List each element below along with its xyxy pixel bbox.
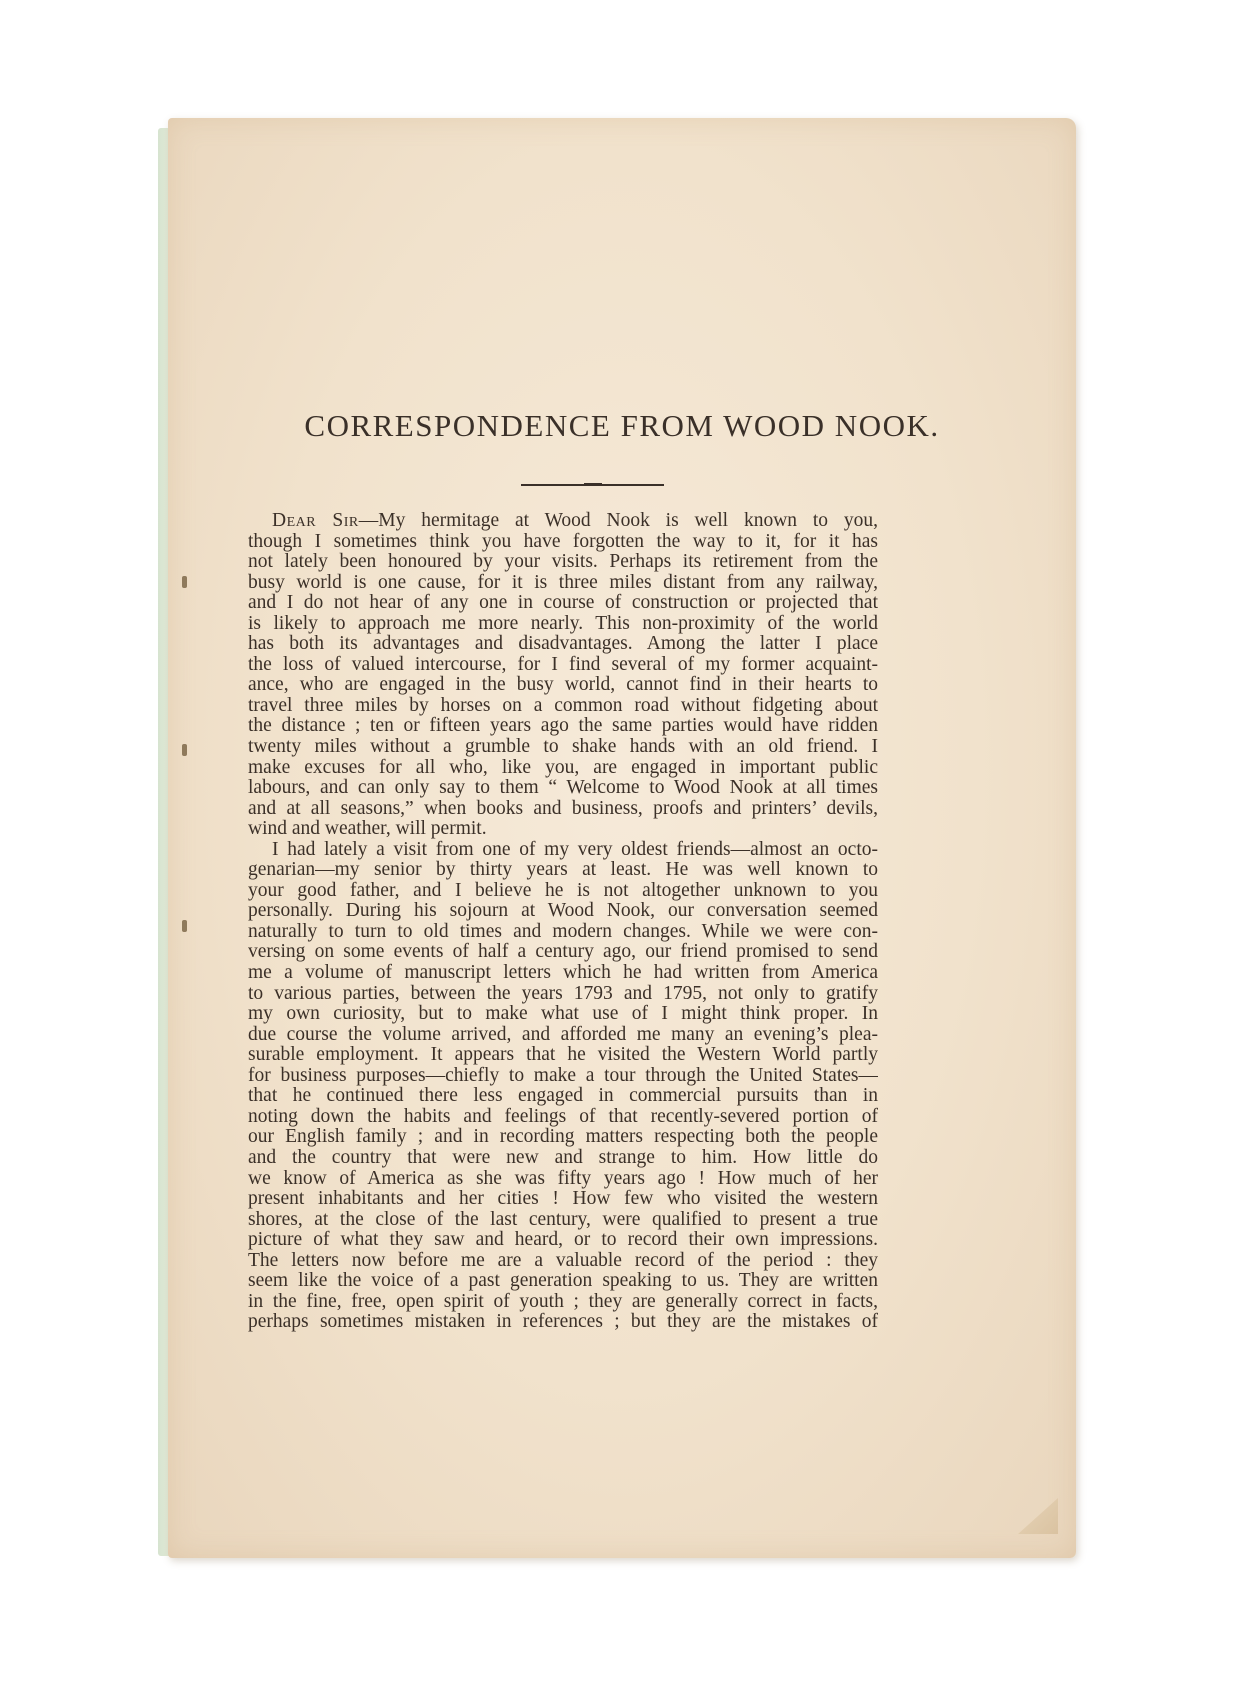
text-line: is likely to approach me more nearly. This non-proximity of the world bbox=[248, 613, 878, 634]
text-line: The letters now before me are a valuable record of the period : they bbox=[248, 1250, 878, 1271]
text-line: the loss of valued intercourse, for I find several of my former acquaint- bbox=[248, 654, 878, 675]
text-line: to various parties, between the years 1793 and 1795, not only to gratify bbox=[248, 983, 878, 1004]
text-line: for business purposes—chiefly to make a tour through the United States— bbox=[248, 1065, 878, 1086]
text-line: due course the volume arrived, and afforded me many an evening’s plea- bbox=[248, 1024, 878, 1045]
text-line: genarian—my senior by thirty years at least. He was well known to bbox=[248, 860, 878, 881]
text-line: my own curiosity, but to make what use of I might think proper. In bbox=[248, 1004, 878, 1025]
text-line: make excuses for all who, like you, are engaged in important public bbox=[248, 757, 878, 778]
text-line: ance, who are engaged in the busy world, cannot find in their hearts to bbox=[248, 675, 878, 696]
page-corner-fold bbox=[1018, 1498, 1058, 1534]
text-line: not lately been honoured by your visits. Perhaps its retirement from the bbox=[248, 552, 878, 573]
text-line: and I do not hear of any one in course of construction or projected that bbox=[248, 593, 878, 614]
text-line: naturally to turn to old times and modern changes. While we were con- bbox=[248, 921, 878, 942]
text-line: seem like the voice of a past generation speaking to us. They are written bbox=[248, 1271, 878, 1292]
text-line: personally. During his sojourn at Wood Nook, our conversation seemed bbox=[248, 901, 878, 922]
binding-mark bbox=[182, 920, 187, 932]
text-line: your good father, and I believe he is not altogether unknown to you bbox=[248, 880, 878, 901]
text-line: shores, at the close of the last century, were qualified to present a true bbox=[248, 1209, 878, 1230]
text-line: perhaps sometimes mistaken in references ; but they are the mistakes of bbox=[248, 1312, 878, 1333]
text-line: that he continued there less engaged in commercial pursuits than in bbox=[248, 1086, 878, 1107]
text-line: in the fine, free, open spirit of youth ; they are generally correct in facts, bbox=[248, 1291, 878, 1312]
paragraph-2 bbox=[248, 840, 878, 1333]
document-page bbox=[168, 118, 1076, 1558]
text-line: noting down the habits and feelings of that recently-severed portion of bbox=[248, 1106, 878, 1127]
letter-body bbox=[248, 511, 878, 1333]
text-line bbox=[248, 511, 878, 532]
text-line: wind and weather, will permit. bbox=[248, 819, 487, 840]
text-line: present inhabitants and her cities ! How few who visited the western bbox=[248, 1189, 878, 1210]
text-line: surable employment. It appears that he visited the Western World partly bbox=[248, 1045, 878, 1066]
text-line: and at all seasons,” when books and business, proofs and printers’ devils, bbox=[248, 798, 878, 819]
text-line: travel three miles by horses on a common road without fidgeting about bbox=[248, 695, 878, 716]
text-line: busy world is one cause, for it is three miles distant from any railway, bbox=[248, 572, 878, 593]
text-line: we know of America as she was fifty years ago ! How much of her bbox=[248, 1168, 878, 1189]
binding-mark bbox=[182, 744, 187, 756]
text-line: versing on some events of half a century ago, our friend promised to send bbox=[248, 942, 878, 963]
text-line: twenty miles without a grumble to shake hands with an old friend. I bbox=[248, 737, 878, 758]
text-line: our English family ; and in recording matters respecting both the people bbox=[248, 1127, 878, 1148]
text-line: and the country that were new and strange to him. How little do bbox=[248, 1147, 878, 1168]
text-line: labours, and can only say to them “ Welcome to Wood Nook at all times bbox=[248, 778, 878, 799]
page-title: CORRESPONDENCE FROM WOOD NOOK. bbox=[304, 408, 940, 443]
text-line: I had lately a visit from one of my very oldest friends—almost an octo- bbox=[272, 839, 878, 860]
binding-mark bbox=[182, 576, 187, 588]
text-line: has both its advantages and disadvantages. Among the latter I place bbox=[248, 634, 878, 655]
paragraph-1 bbox=[248, 511, 878, 840]
text-line: though I sometimes think you have forgotten the way to it, for it has bbox=[248, 531, 878, 552]
text-line: picture of what they saw and heard, or to record their own impressions. bbox=[248, 1230, 878, 1251]
title-rule bbox=[521, 484, 664, 486]
text-line: me a volume of manuscript letters which he had written from America bbox=[248, 963, 878, 984]
salutation: Dear Sir bbox=[272, 511, 359, 531]
text-line: the distance ; ten or fifteen years ago the same parties would have ridden bbox=[248, 716, 878, 737]
text-line-content: —My hermitage at Wood Nook is well known to you, bbox=[358, 511, 878, 531]
